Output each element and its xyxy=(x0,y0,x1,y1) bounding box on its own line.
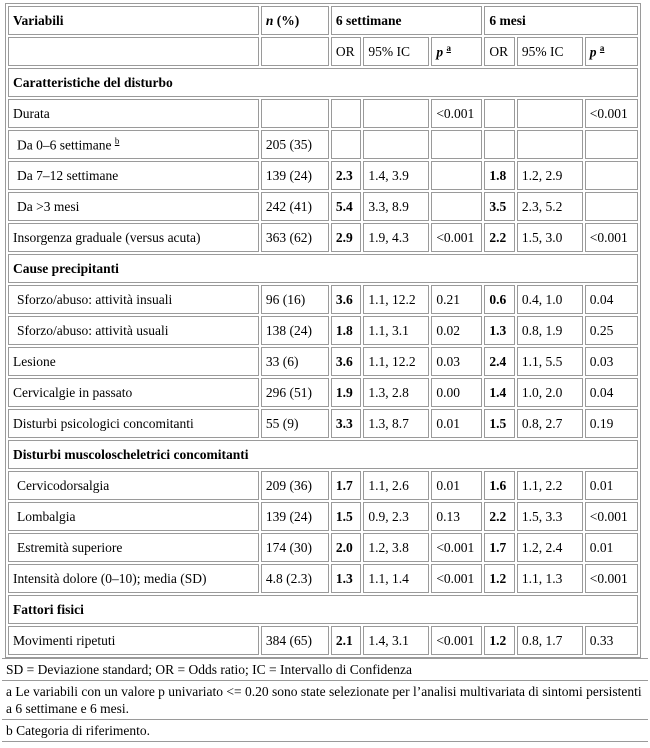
cell-p6m: 0.01 xyxy=(585,533,638,562)
header-6-weeks: 6 settimane xyxy=(331,6,482,35)
cell-or6m xyxy=(484,99,515,128)
row-label xyxy=(8,285,259,314)
row-label-text: Insorgenza graduale (versus acuta) xyxy=(13,229,201,245)
table-row xyxy=(8,99,638,128)
cell-ci6w: 1.1, 12.2 xyxy=(363,285,429,314)
cell-n: 384 (65) xyxy=(261,626,329,655)
row-label xyxy=(8,192,259,221)
cell-p6m: 0.33 xyxy=(585,626,638,655)
table-row xyxy=(8,471,638,500)
cell-ci6w: 3.3, 8.9 xyxy=(363,192,429,221)
row-label-text: Lesione xyxy=(13,353,56,369)
row-label-text: Da >3 mesi xyxy=(17,198,80,214)
row-label xyxy=(8,533,259,562)
section-header-row xyxy=(8,68,638,97)
cell-ci6m: 0.8, 1.7 xyxy=(517,626,583,655)
cell-p6w: 0.02 xyxy=(431,316,482,345)
table-row xyxy=(8,409,638,438)
row-label-text: Estremità superiore xyxy=(17,539,123,555)
cell-ci6m: 0.4, 1.0 xyxy=(517,285,583,314)
cell-or6m: 1.4 xyxy=(484,378,515,407)
cell-n: 4.8 (2.3) xyxy=(261,564,329,593)
table-row xyxy=(8,161,638,190)
cell-or6m: 1.6 xyxy=(484,471,515,500)
cell-or6m xyxy=(484,130,515,159)
cell-or6m: 1.3 xyxy=(484,316,515,345)
cell-p6m: <0.001 xyxy=(585,502,638,531)
cell-p6w: 0.00 xyxy=(431,378,482,407)
cell-p6w xyxy=(431,130,482,159)
cell-or6w: 3.6 xyxy=(331,347,362,376)
row-label xyxy=(8,99,259,128)
cell-p6w: 0.01 xyxy=(431,471,482,500)
cell-ci6w: 1.3, 8.7 xyxy=(363,409,429,438)
row-label-text: Da 0–6 settimane xyxy=(17,137,115,153)
cell-p6m: <0.001 xyxy=(585,223,638,252)
cell-ci6m xyxy=(517,130,583,159)
cell-n: 296 (51) xyxy=(261,378,329,407)
table-row xyxy=(8,502,638,531)
cell-ci6m: 1.5, 3.3 xyxy=(517,502,583,531)
header-p-sup-6m: a xyxy=(599,42,605,53)
section-header-row xyxy=(8,595,638,624)
section-title: Caratteristiche del disturbo xyxy=(8,68,638,97)
cell-n: 363 (62) xyxy=(261,223,329,252)
header-row-2 xyxy=(8,37,638,66)
table-row xyxy=(8,378,638,407)
header-variable: Variabili xyxy=(8,6,259,35)
cell-or6m: 2.2 xyxy=(484,223,515,252)
cell-ci6m: 2.3, 5.2 xyxy=(517,192,583,221)
cell-ci6m: 1.1, 2.2 xyxy=(517,471,583,500)
row-label xyxy=(8,161,259,190)
table-row xyxy=(8,130,638,159)
section-title: Fattori fisici xyxy=(8,595,638,624)
cell-ci6w: 1.1, 1.4 xyxy=(363,564,429,593)
header-p-6m xyxy=(585,37,638,66)
row-label xyxy=(8,316,259,345)
cell-p6w xyxy=(431,192,482,221)
cell-ci6w: 1.4, 3.9 xyxy=(363,161,429,190)
cell-p6m: 0.04 xyxy=(585,378,638,407)
cell-or6w: 1.3 xyxy=(331,564,362,593)
row-label-text: Sforzo/abuso: attività usuali xyxy=(17,322,169,338)
cell-or6w: 1.7 xyxy=(331,471,362,500)
table-row xyxy=(8,564,638,593)
cell-ci6w xyxy=(363,130,429,159)
cell-or6w: 1.8 xyxy=(331,316,362,345)
cell-p6m: 0.19 xyxy=(585,409,638,438)
cell-or6m: 2.2 xyxy=(484,502,515,531)
cell-ci6w xyxy=(363,99,429,128)
cell-p6w xyxy=(431,161,482,190)
cell-ci6m: 1.1, 1.3 xyxy=(517,564,583,593)
cell-or6m: 2.4 xyxy=(484,347,515,376)
cell-ci6m: 1.0, 2.0 xyxy=(517,378,583,407)
table-row xyxy=(8,223,638,252)
row-label xyxy=(8,502,259,531)
header-ci-6w: 95% IC xyxy=(363,37,429,66)
cell-p6w: 0.01 xyxy=(431,409,482,438)
cell-or6m: 3.5 xyxy=(484,192,515,221)
cell-or6w: 3.3 xyxy=(331,409,362,438)
cell-ci6m: 1.1, 5.5 xyxy=(517,347,583,376)
row-label-footnote: b xyxy=(114,135,120,146)
table-notes xyxy=(2,658,648,742)
header-or-6w: OR xyxy=(331,37,362,66)
cell-p6w: <0.001 xyxy=(431,99,482,128)
cell-or6w: 1.9 xyxy=(331,378,362,407)
row-label xyxy=(8,223,259,252)
table-row xyxy=(8,285,638,314)
table-container xyxy=(2,3,648,742)
row-label-text: Durata xyxy=(13,105,50,121)
row-label xyxy=(8,378,259,407)
cell-n: 174 (30) xyxy=(261,533,329,562)
cell-or6m: 1.2 xyxy=(484,626,515,655)
cell-n: 139 (24) xyxy=(261,502,329,531)
cell-ci6m xyxy=(517,99,583,128)
header-blank-2 xyxy=(261,37,329,66)
cell-n: 33 (6) xyxy=(261,347,329,376)
cell-ci6m: 1.2, 2.4 xyxy=(517,533,583,562)
table-row xyxy=(8,626,638,655)
cell-p6w: 0.03 xyxy=(431,347,482,376)
row-label xyxy=(8,564,259,593)
cell-p6w: <0.001 xyxy=(431,564,482,593)
header-p-sup-6w: a xyxy=(446,42,451,53)
row-label-text: Lombalgia xyxy=(17,508,76,524)
row-label xyxy=(8,626,259,655)
cell-p6w: <0.001 xyxy=(431,223,482,252)
row-label-text: Da 7–12 settimane xyxy=(17,167,119,183)
section-title: Disturbi muscoloscheletrici concomitanti xyxy=(8,440,638,469)
cell-p6m: 0.04 xyxy=(585,285,638,314)
section-header-row xyxy=(8,440,638,469)
header-6-months: 6 mesi xyxy=(484,6,638,35)
row-label-text: Sforzo/abuso: attività insuali xyxy=(17,291,173,307)
cell-n xyxy=(261,99,329,128)
cell-n: 242 (41) xyxy=(261,192,329,221)
cell-or6w: 5.4 xyxy=(331,192,362,221)
cell-or6w xyxy=(331,99,362,128)
row-label-text: Intensità dolore (0–10); media (SD) xyxy=(13,570,207,586)
table-row xyxy=(8,347,638,376)
cell-p6w: 0.21 xyxy=(431,285,482,314)
cell-n: 205 (35) xyxy=(261,130,329,159)
cell-ci6w: 1.1, 12.2 xyxy=(363,347,429,376)
cell-ci6m: 1.2, 2.9 xyxy=(517,161,583,190)
cell-p6m: 0.03 xyxy=(585,347,638,376)
cell-n: 55 (9) xyxy=(261,409,329,438)
row-label xyxy=(8,130,259,159)
cell-or6w: 3.6 xyxy=(331,285,362,314)
cell-or6w: 2.0 xyxy=(331,533,362,562)
table-row xyxy=(8,192,638,221)
row-label-text: Disturbi psicologici concomitanti xyxy=(13,415,194,431)
section-header-row xyxy=(8,254,638,283)
cell-n: 209 (36) xyxy=(261,471,329,500)
footnote-0: SD = Deviazione standard; OR = Odds ratio; IC = Intervallo di Confidenza xyxy=(2,659,648,681)
header-p-6w xyxy=(431,37,482,66)
cell-or6w: 1.5 xyxy=(331,502,362,531)
cell-p6m: 0.25 xyxy=(585,316,638,345)
cell-ci6m: 0.8, 1.9 xyxy=(517,316,583,345)
cell-or6w: 2.1 xyxy=(331,626,362,655)
cell-p6w: 0.13 xyxy=(431,502,482,531)
row-label-text: Cervicalgie in passato xyxy=(13,384,133,400)
header-or-6m: OR xyxy=(484,37,515,66)
row-label xyxy=(8,347,259,376)
cell-ci6w: 1.3, 2.8 xyxy=(363,378,429,407)
table-row xyxy=(8,533,638,562)
footnote-2: b Categoria di riferimento. xyxy=(2,720,648,742)
cell-ci6w: 0.9, 2.3 xyxy=(363,502,429,531)
cell-p6m: 0.01 xyxy=(585,471,638,500)
row-label xyxy=(8,409,259,438)
cell-p6m: <0.001 xyxy=(585,564,638,593)
cell-ci6m: 1.5, 3.0 xyxy=(517,223,583,252)
cell-p6m xyxy=(585,192,638,221)
cell-or6m: 1.7 xyxy=(484,533,515,562)
cell-ci6w: 1.2, 3.8 xyxy=(363,533,429,562)
cell-or6m: 1.2 xyxy=(484,564,515,593)
row-label xyxy=(8,471,259,500)
cell-or6m: 1.5 xyxy=(484,409,515,438)
table-row xyxy=(8,316,638,345)
footnote-1: a Le variabili con un valore p univariato <= 0.20 sono state selezionate per l’analisi multivariata di sintomi persistenti a 6 settimane e 6 mesi. xyxy=(2,681,648,720)
header-row-1 xyxy=(8,6,638,35)
header-n-pct xyxy=(261,6,329,35)
cell-or6m: 1.8 xyxy=(484,161,515,190)
section-title: Cause precipitanti xyxy=(8,254,638,283)
cell-ci6w: 1.4, 3.1 xyxy=(363,626,429,655)
cell-or6w: 2.3 xyxy=(331,161,362,190)
cell-p6m xyxy=(585,161,638,190)
cell-ci6w: 1.9, 4.3 xyxy=(363,223,429,252)
cell-or6w: 2.9 xyxy=(331,223,362,252)
row-label-text: Cervicodorsalgia xyxy=(17,477,110,493)
header-p-letter-6m: p xyxy=(589,44,597,60)
header-blank-1 xyxy=(8,37,259,66)
row-label-text: Movimenti ripetuti xyxy=(13,632,116,648)
odds-ratio-table xyxy=(5,3,641,658)
cell-p6m: <0.001 xyxy=(585,99,638,128)
header-pct: (%) xyxy=(273,12,300,28)
cell-n: 138 (24) xyxy=(261,316,329,345)
header-ci-6m: 95% IC xyxy=(517,37,583,66)
cell-ci6w: 1.1, 2.6 xyxy=(363,471,429,500)
cell-n: 96 (16) xyxy=(261,285,329,314)
header-p-letter-6w: p xyxy=(436,44,444,60)
cell-or6m: 0.6 xyxy=(484,285,515,314)
cell-n: 139 (24) xyxy=(261,161,329,190)
cell-p6w: <0.001 xyxy=(431,533,482,562)
cell-ci6w: 1.1, 3.1 xyxy=(363,316,429,345)
cell-p6m xyxy=(585,130,638,159)
cell-ci6m: 0.8, 2.7 xyxy=(517,409,583,438)
cell-or6w xyxy=(331,130,362,159)
header-n: n xyxy=(265,12,274,28)
cell-p6w: <0.001 xyxy=(431,626,482,655)
